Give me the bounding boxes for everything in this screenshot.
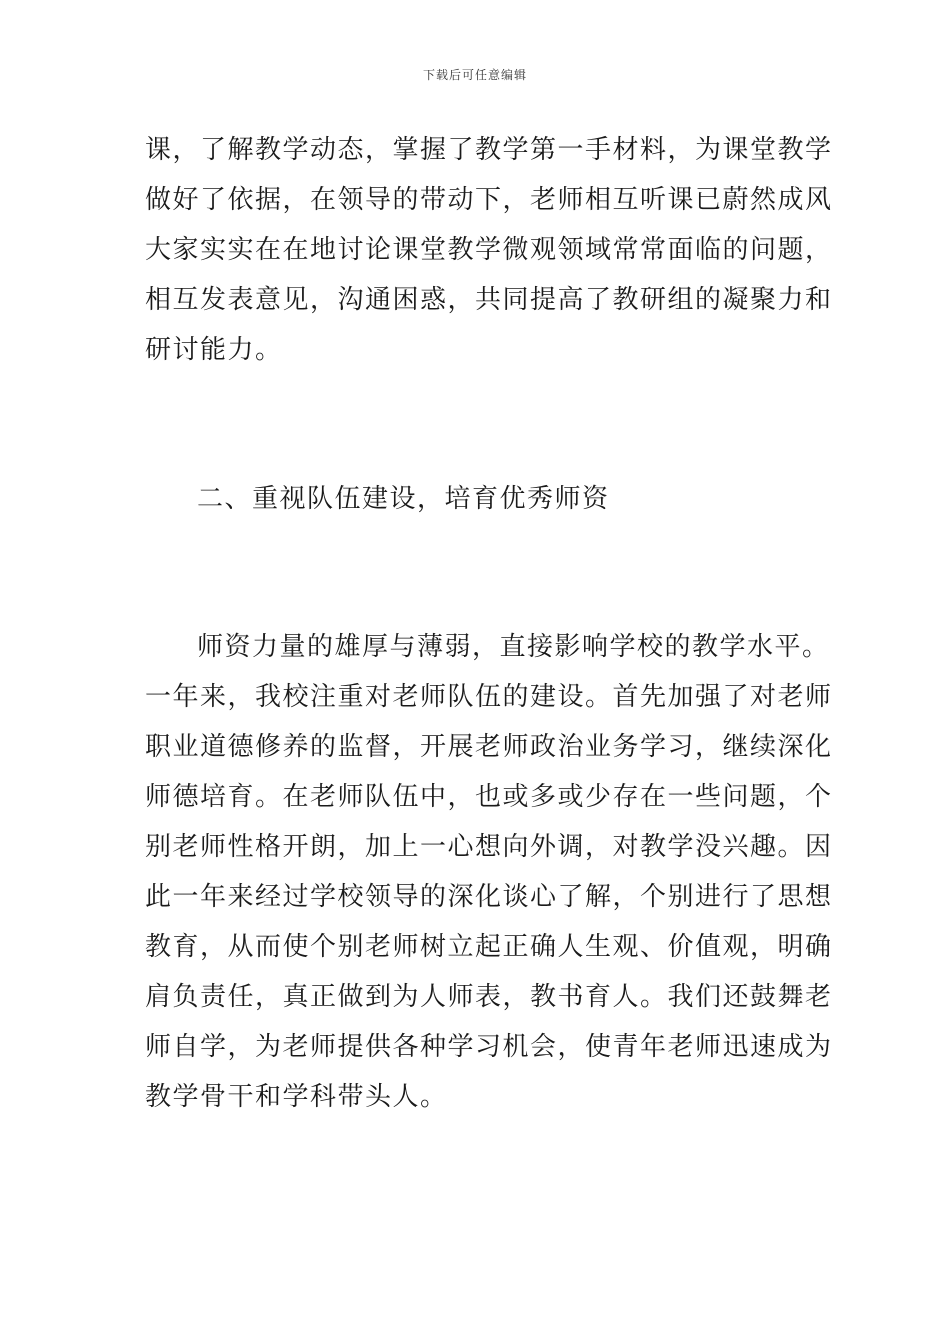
section-heading: 二、重视队伍建设，培育优秀师资 [197, 484, 610, 514]
paragraph-line: 教育，从而使个别老师树立起正确人生观、价值观，明确 [145, 932, 833, 962]
paragraph-line: 别老师性格开朗，加上一心想向外调，对教学没兴趣。因 [145, 832, 833, 862]
paragraph-line: 职业道德修养的监督，开展老师政治业务学习，继续深化 [145, 732, 833, 762]
paragraph-line: 肩负责任，真正做到为人师表，教书育人。我们还鼓舞老 [145, 982, 833, 1012]
paragraph-line: 课，了解教学动态，掌握了教学第一手材料，为课堂教学 [145, 135, 833, 165]
paragraph-line: 师德培育。在老师队伍中，也或多或少存在一些问题，个 [145, 782, 833, 812]
paragraph-line: 大家实实在在地讨论课堂教学微观领域常常面临的问题， [145, 235, 833, 265]
paragraph-line: 做好了依据，在领导的带动下，老师相互听课已蔚然成风 [145, 185, 833, 215]
paragraph-line: 一年来，我校注重对老师队伍的建设。首先加强了对老师 [145, 682, 833, 712]
paragraph-line: 师资力量的雄厚与薄弱，直接影响学校的教学水平。 [197, 632, 830, 662]
page-header: 下载后可任意编辑 [422, 68, 527, 82]
paragraph-line: 教学骨干和学科带头人。 [145, 1082, 448, 1112]
paragraph-line: 师自学，为老师提供各种学习机会，使青年老师迅速成为 [145, 1032, 833, 1062]
paragraph-line: 研讨能力。 [145, 335, 283, 365]
paragraph-line: 相互发表意见，沟通困惑，共同提高了教研组的凝聚力和 [145, 285, 833, 315]
paragraph-line: 此一年来经过学校领导的深化谈心了解，个别进行了思想 [145, 882, 833, 912]
